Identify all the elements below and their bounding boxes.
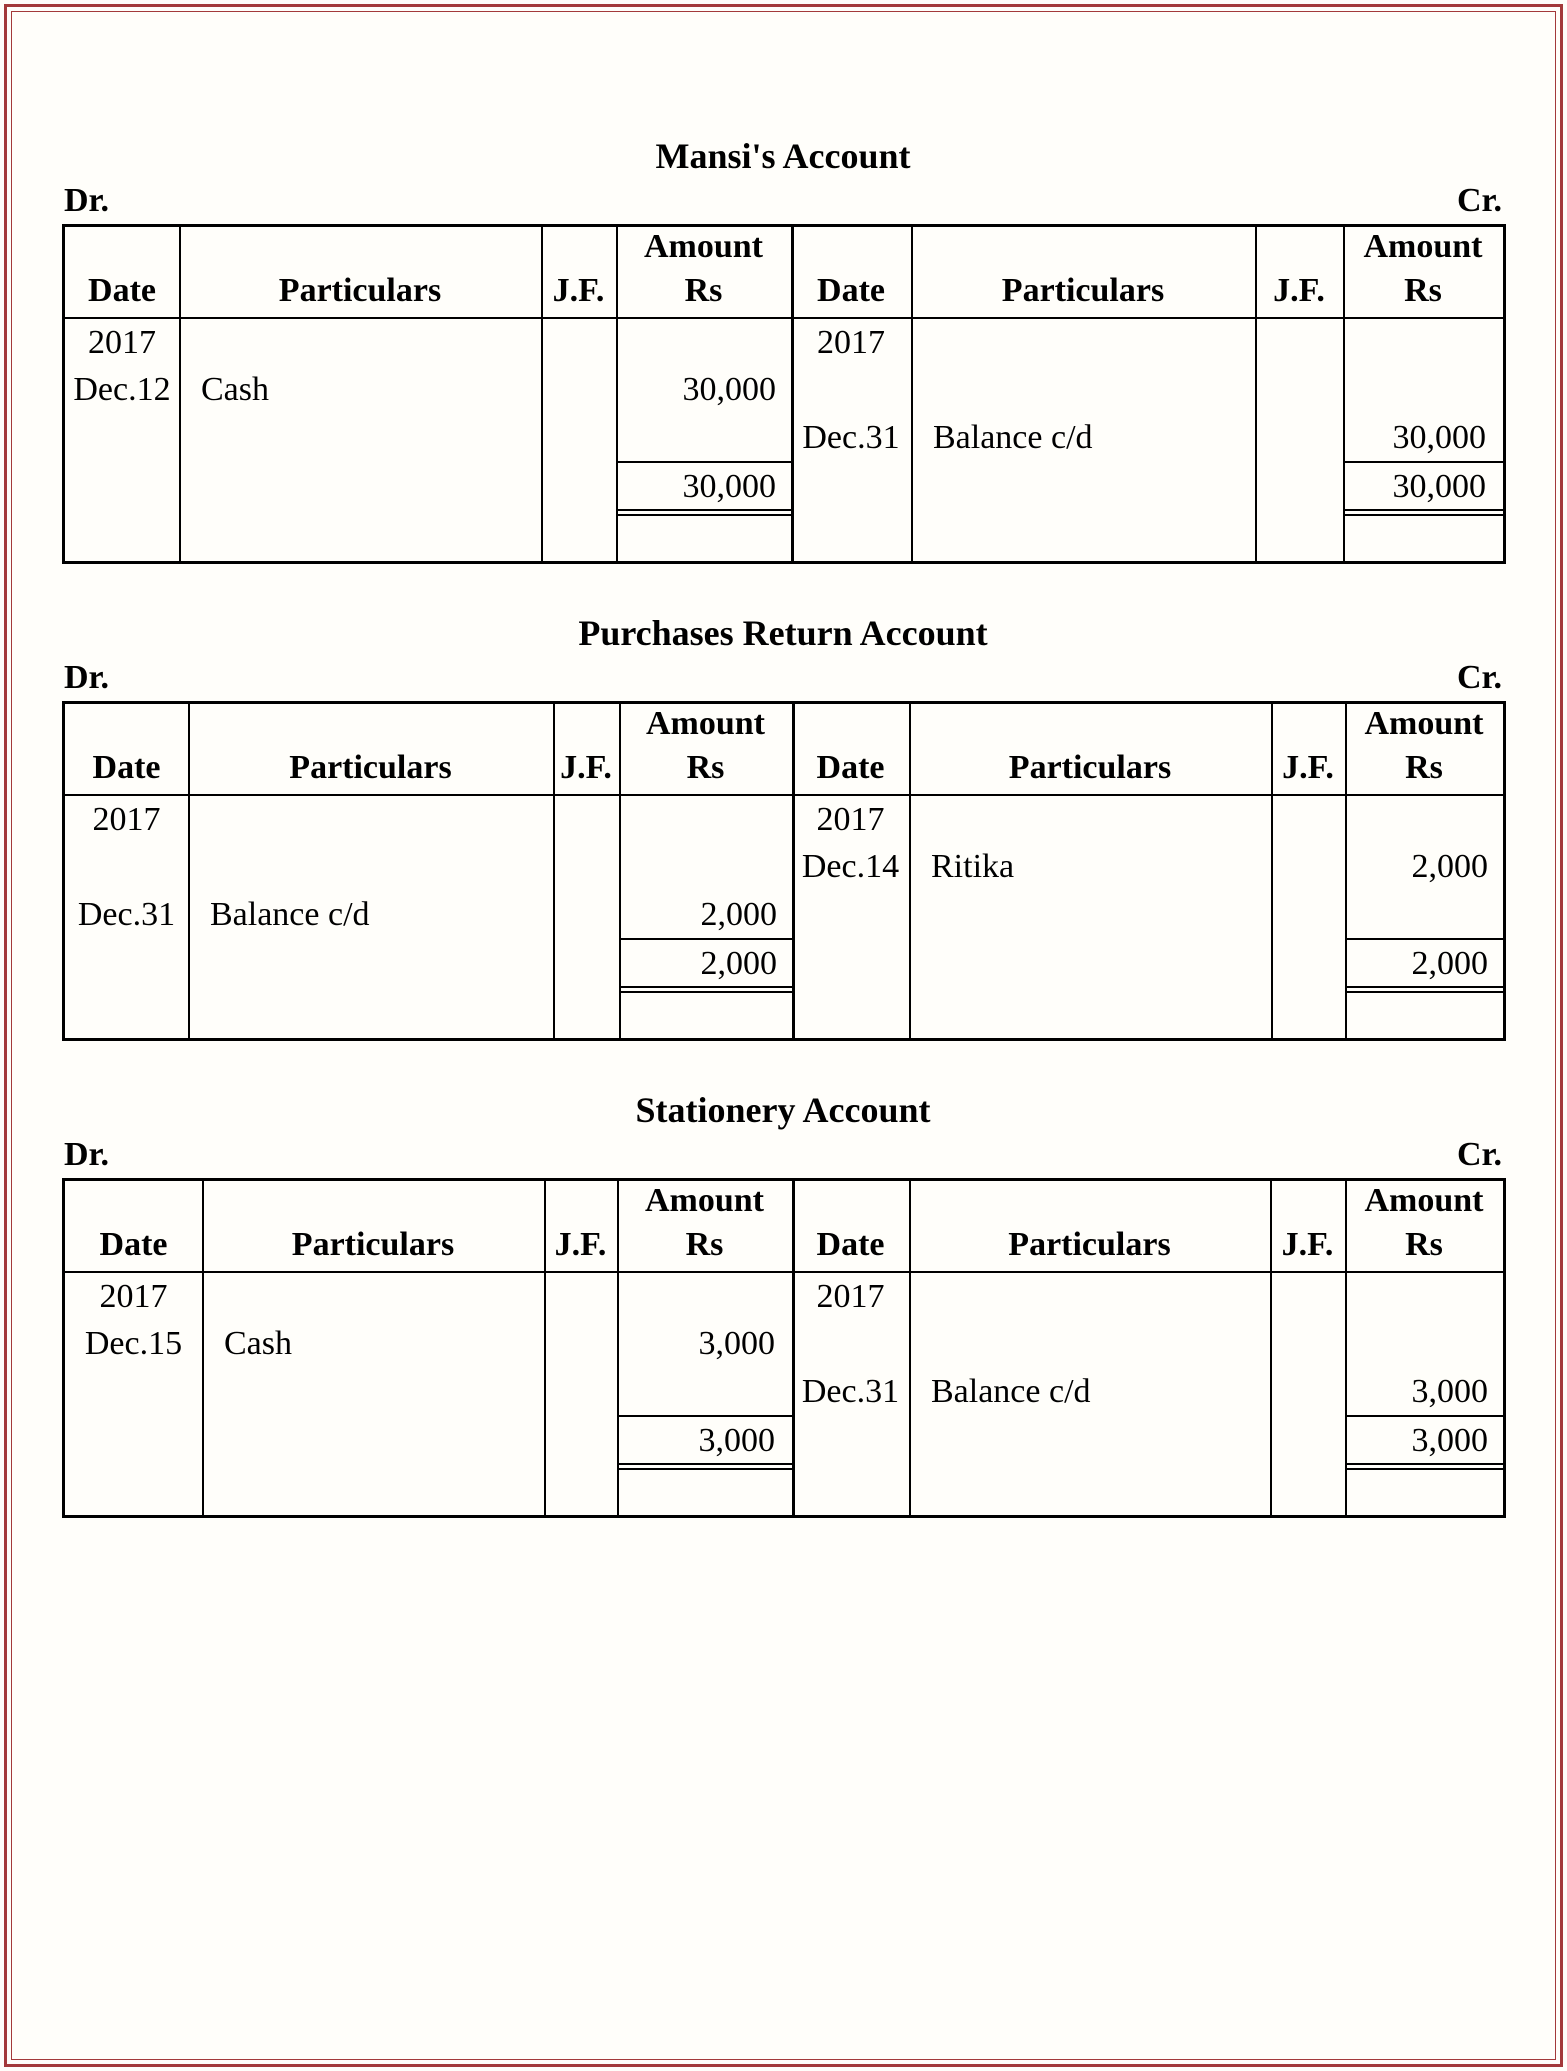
credit-amount: 3,000 (1411, 1373, 1488, 1410)
amount-header: Amount (1363, 228, 1483, 265)
credit-year: 2017 (816, 1278, 885, 1315)
particulars-header: Particulars (278, 272, 442, 309)
jf-header: J.F. (552, 272, 605, 309)
credit-year: 2017 (816, 801, 885, 838)
date-header: Date (817, 272, 885, 309)
rs-header: Rs (686, 749, 725, 786)
debit-particulars: Cash (201, 371, 269, 408)
jf-header: J.F. (554, 1226, 607, 1263)
credit-particulars: Ritika (931, 848, 1015, 885)
credit-particulars: Balance c/d (933, 419, 1093, 456)
credit-total: 2,000 (1411, 945, 1488, 982)
debit-total: 2,000 (700, 945, 777, 982)
date-header: Date (92, 749, 161, 786)
jf-header: J.F. (1282, 749, 1334, 786)
rs-header: Rs (685, 1226, 724, 1263)
ledger-stationery-account (62, 1086, 1504, 1518)
jf-header: J.F. (1273, 272, 1325, 309)
dr-cr-row (62, 1134, 1504, 1178)
credit-date: Dec.14 (801, 848, 900, 885)
particulars-header: Particulars (1001, 272, 1165, 309)
credit-amount: 2,000 (1411, 848, 1488, 885)
credit-total: 30,000 (1392, 468, 1486, 505)
credit-amount: 30,000 (1392, 419, 1486, 456)
ledger-title: Purchases Return Account (578, 613, 988, 653)
debit-date: Dec.31 (77, 896, 176, 933)
debit-total: 30,000 (682, 468, 776, 505)
debit-label: Dr. (64, 182, 110, 219)
ledger-title: Mansi's Account (655, 136, 911, 176)
date-header: Date (816, 749, 885, 786)
rs-header: Rs (684, 272, 723, 309)
ledger-table (62, 701, 1506, 1041)
date-header: Date (88, 272, 156, 309)
debit-date: Dec.12 (73, 371, 171, 408)
date-header: Date (816, 1226, 885, 1263)
jf-header: J.F. (1281, 1226, 1334, 1263)
credit-date: Dec.31 (801, 1373, 900, 1410)
amount-header: Amount (1364, 1182, 1484, 1219)
jf-header: J.F. (560, 749, 612, 786)
debit-particulars: Balance c/d (210, 896, 370, 933)
dr-cr-row (62, 180, 1504, 224)
credit-label: Cr. (1456, 659, 1502, 696)
debit-label: Dr. (64, 659, 110, 696)
debit-particulars: Cash (224, 1325, 292, 1362)
dr-cr-row (62, 657, 1504, 701)
date-header: Date (99, 1226, 168, 1263)
credit-date: Dec.31 (802, 419, 900, 456)
particulars-header: Particulars (291, 1226, 455, 1263)
debit-year: 2017 (88, 324, 156, 361)
credit-label: Cr. (1456, 182, 1502, 219)
ledger-purchases-return-account (62, 609, 1504, 1041)
rs-header: Rs (1405, 749, 1443, 786)
debit-label: Dr. (64, 1136, 110, 1173)
ledger-mansi-account (62, 132, 1504, 564)
amount-header: Amount (645, 705, 766, 742)
debit-amount: 3,000 (698, 1325, 775, 1362)
credit-total: 3,000 (1411, 1422, 1488, 1459)
rs-header: Rs (1404, 272, 1442, 309)
particulars-header: Particulars (289, 749, 452, 786)
debit-amount: 2,000 (700, 896, 777, 933)
ledger-table (62, 1178, 1506, 1518)
amount-header: Amount (1364, 705, 1484, 742)
debit-date: Dec.15 (84, 1325, 183, 1362)
debit-year: 2017 (99, 1278, 168, 1315)
amount-header: Amount (643, 228, 764, 265)
credit-label: Cr. (1456, 1136, 1502, 1173)
credit-year: 2017 (817, 324, 885, 361)
ledger-table (62, 224, 1506, 564)
credit-particulars: Balance c/d (931, 1373, 1091, 1410)
ledger-title: Stationery Account (635, 1090, 931, 1130)
particulars-header: Particulars (1008, 1226, 1171, 1263)
debit-year: 2017 (92, 801, 161, 838)
rs-header: Rs (1405, 1226, 1443, 1263)
debit-total: 3,000 (698, 1422, 775, 1459)
debit-amount: 30,000 (682, 371, 776, 408)
particulars-header: Particulars (1008, 749, 1172, 786)
amount-header: Amount (644, 1182, 765, 1219)
